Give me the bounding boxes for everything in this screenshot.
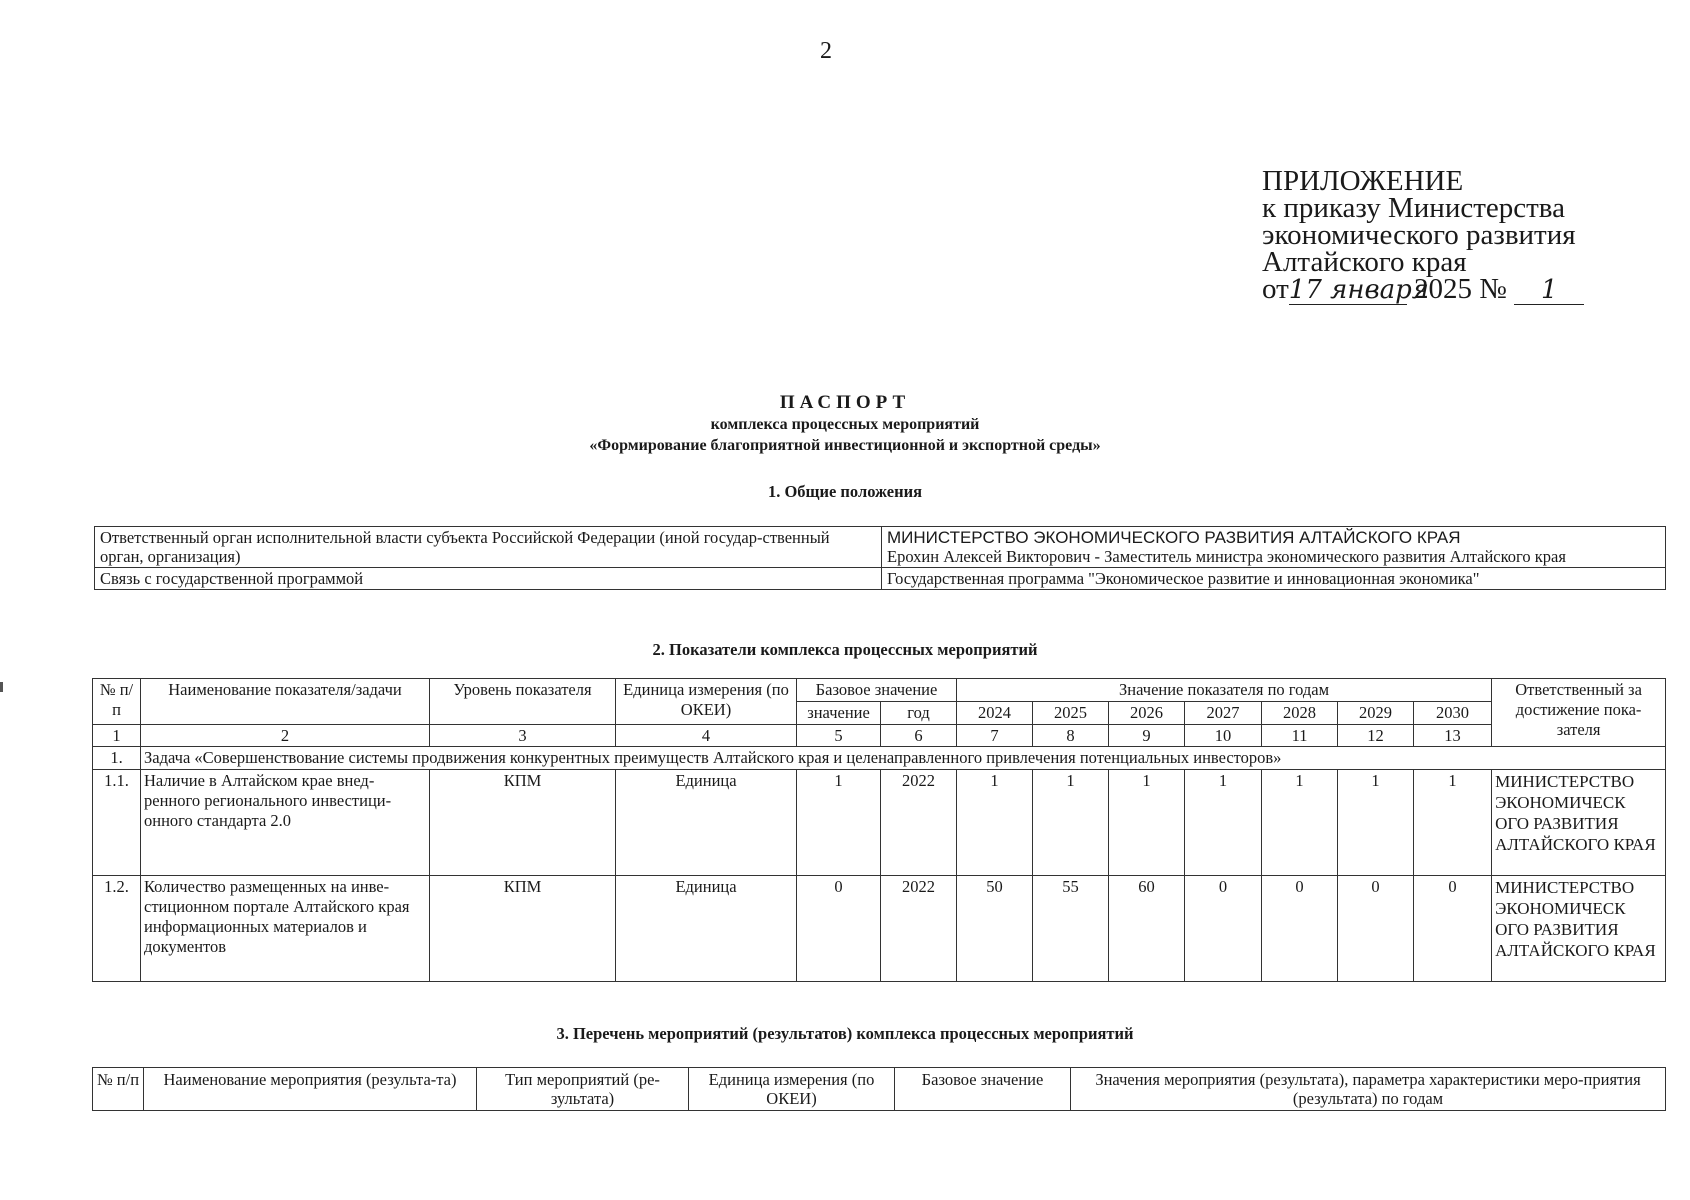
col-year-2027: 2027 [1185, 702, 1262, 725]
col-base-year: год [881, 702, 957, 725]
col-year-2028: 2028 [1262, 702, 1338, 725]
col-base-value: значение [797, 702, 881, 725]
task-text: Задача «Совершенствование системы продвижения конкурентных преимуществ Алтайского края и целенаправленного привлечения потенциальных инвесторов» [141, 747, 1666, 770]
value-2028: 0 [1262, 876, 1338, 982]
value-2029: 1 [1338, 770, 1414, 876]
indicator-unit: Единица [616, 770, 797, 876]
col-by-years: Значение показателя по годам [957, 679, 1492, 702]
col-number: 6 [881, 725, 957, 747]
col-year-2025: 2025 [1033, 702, 1109, 725]
table-row [93, 876, 1666, 982]
responsible-ministry: МИНИСТЕРСТВО ЭКОНОМИЧЕСК ОГО РАЗВИТИЯ АЛТАЙСКОГО КРАЯ [1492, 770, 1666, 876]
value-2030: 0 [1414, 876, 1492, 982]
col-values-by-years: Значения мероприятия (результата), параметра характеристики меро-приятия (результата) по годам [1071, 1068, 1666, 1111]
table-header-row [93, 679, 1666, 702]
row-num: 1.1. [93, 770, 141, 876]
task-num: 1. [93, 747, 141, 770]
col-activity-name: Наименование мероприятия (результа-та) [144, 1068, 477, 1111]
section-3-title: 3. Перечень мероприятий (результатов) комплекса процессных мероприятий [556, 1024, 1134, 1043]
responsible-ministry: МИНИСТЕРСТВО ЭКОНОМИЧЕСК ОГО РАЗВИТИЯ АЛТАЙСКОГО КРАЯ [1492, 876, 1666, 982]
section-2-title: 2. Показатели комплекса процессных мероприятий [652, 640, 1038, 659]
indicators-table [92, 678, 1666, 982]
col-number: 8 [1033, 725, 1109, 747]
col-num: № п/п [93, 1068, 144, 1111]
col-number: 7 [957, 725, 1033, 747]
appendix-block [1262, 165, 1584, 305]
appendix-title: ПРИЛОЖЕНИЕ [1262, 165, 1464, 197]
col-number: 5 [797, 725, 881, 747]
col-number: 2 [141, 725, 430, 747]
col-base: Базовое значение [895, 1068, 1071, 1111]
col-level: Уровень показателя [430, 679, 616, 725]
appendix-line-2: экономического развития [1262, 219, 1576, 251]
col-unit: Единица измерения (по ОКЕИ) [616, 679, 797, 725]
base-year: 2022 [881, 876, 957, 982]
value-2024: 50 [957, 876, 1033, 982]
value-2028: 1 [1262, 770, 1338, 876]
indicator-name: Количество размещенных на инве-стиционном портале Алтайского края информационных материалов и документов [141, 876, 430, 982]
col-number: 1 [93, 725, 141, 747]
section-1-title: 1. Общие положения [767, 482, 923, 501]
responsible-body-label: Ответственный орган исполнительной власти субъекта Российской Федерации (иной государ-ственный орган, организация) [95, 527, 882, 568]
indicator-name: Наличие в Алтайском крае внед-ренного регионального инвестици-онного стандарта 2.0 [141, 770, 430, 876]
col-activity-type: Тип мероприятий (ре-зультата) [477, 1068, 689, 1111]
value-2024: 1 [957, 770, 1033, 876]
value-2027: 1 [1185, 770, 1262, 876]
column-numbers-row [93, 725, 1666, 747]
col-number: 4 [616, 725, 797, 747]
date-year: 2025 № [1414, 273, 1507, 305]
ministry-name: МИНИСТЕРСТВО ЭКОНОМИЧЕСКОГО РАЗВИТИЯ АЛТАЙСКОГО КРАЯ [887, 528, 1461, 547]
col-number: 9 [1109, 725, 1185, 747]
passport-heading: ПАСПОРТ [779, 392, 911, 413]
activities-table [92, 1067, 1666, 1111]
program-link-label: Связь с государственной программой [95, 568, 882, 590]
base-year: 2022 [881, 770, 957, 876]
handwritten-date: 17 января [1288, 275, 1429, 305]
col-unit: Единица измерения (по ОКЕИ) [689, 1068, 895, 1111]
program-link-value: Государственная программа "Экономическое развитие и инновационная экономика" [882, 568, 1666, 590]
col-responsible: Ответственный за достижение пока-зателя [1492, 679, 1666, 747]
table-header-row [93, 1068, 1666, 1111]
indicator-level: КПМ [430, 770, 616, 876]
value-2029: 0 [1338, 876, 1414, 982]
value-2025: 55 [1033, 876, 1109, 982]
value-2027: 0 [1185, 876, 1262, 982]
col-name: Наименование показателя/задачи [141, 679, 430, 725]
col-number: 13 [1414, 725, 1492, 747]
table-row [95, 568, 1666, 590]
col-number: 3 [430, 725, 616, 747]
col-year-2024: 2024 [957, 702, 1033, 725]
value-2025: 1 [1033, 770, 1109, 876]
passport-subtitle-1: комплекса процессных мероприятий [710, 416, 980, 433]
date-prefix: от [1262, 273, 1289, 305]
scan-margin-mark [0, 682, 3, 692]
col-number: 11 [1262, 725, 1338, 747]
responsible-body-value [882, 527, 1666, 568]
appendix-date-line [1262, 273, 1584, 305]
appendix-line-1: к приказу Министерства [1262, 192, 1565, 224]
value-2030: 1 [1414, 770, 1492, 876]
general-provisions-table [94, 526, 1666, 590]
table-row [93, 770, 1666, 876]
col-base: Базовое значение [797, 679, 957, 702]
base-value: 0 [797, 876, 881, 982]
col-year-2029: 2029 [1338, 702, 1414, 725]
col-year-2030: 2030 [1414, 702, 1492, 725]
indicator-unit: Единица [616, 876, 797, 982]
task-row [93, 747, 1666, 770]
col-number: 10 [1185, 725, 1262, 747]
col-num: № п/п [93, 679, 141, 725]
base-value: 1 [797, 770, 881, 876]
handwritten-number: 1 [1514, 277, 1584, 305]
indicator-level: КПМ [430, 876, 616, 982]
deputy-minister: Ерохин Алексей Викторович - Заместитель министра экономического развития Алтайского края [887, 547, 1566, 566]
col-number: 12 [1338, 725, 1414, 747]
table-row [95, 527, 1666, 568]
value-2026: 1 [1109, 770, 1185, 876]
passport-subtitle-2: «Формирование благоприятной инвестиционной и экспортной среды» [589, 437, 1101, 454]
value-2026: 60 [1109, 876, 1185, 982]
row-num: 1.2. [93, 876, 141, 982]
col-year-2026: 2026 [1109, 702, 1185, 725]
appendix-line-3: Алтайского края [1262, 246, 1467, 278]
page-number: 2 [820, 38, 832, 64]
